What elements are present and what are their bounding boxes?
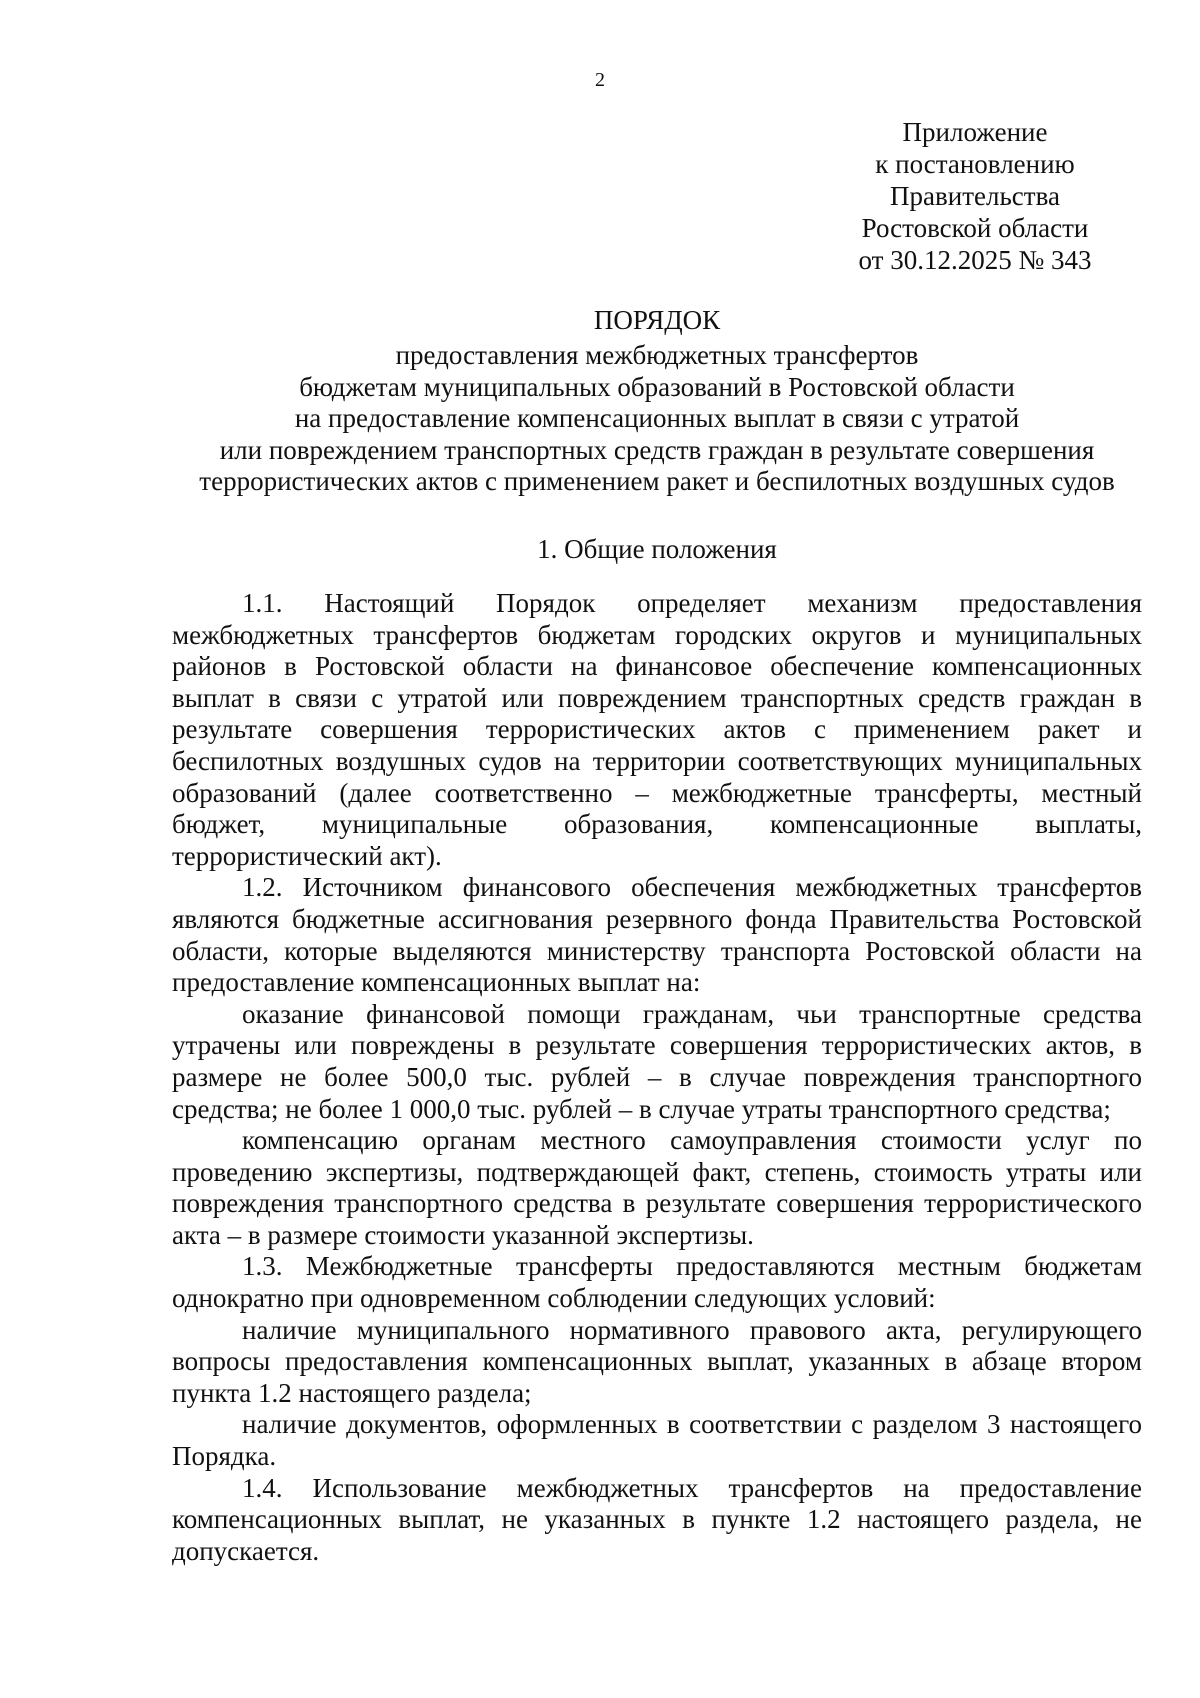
document-subtitle-line: предоставления межбюджетных трансфертов: [395, 340, 919, 370]
appendix-date-number: от 30.12.2025 № 343: [858, 245, 1092, 275]
appendix-line: к постановлению: [875, 149, 1075, 179]
document-subtitle-line: бюджетам муниципальных образований в Ростовской области: [299, 371, 1015, 402]
paragraph-1-4: 1.4. Использование межбюджетных трансфертов на предоставление компенсационных выплат, не указанных в пункте 1.2 настоящего раздела, не допускается.: [172, 1472, 1142, 1566]
section-body: [172, 588, 1142, 1567]
paragraph-1-3-item-2: наличие документов, оформленных в соответствии с разделом 3 настоящего Порядка.: [172, 1409, 1142, 1472]
document-title: ПОРЯДОК: [593, 305, 721, 335]
paragraph-1-1: 1.1. Настоящий Порядок определяет механизм предоставления межбюджетных трансфертов бюджетам городских округов и муниципальных районов в Ростовской области на финансовое обеспечение компенсационных выплат в связи с утратой или повреждением транспортных средств граждан в результате совершения террористических актов с применением ракет и беспилотных воздушных судов на территории соответствующих муниципальных образований (далее соответственно – межбюджетные трансферты, местный бюджет, муниципальные образования, компенсационные выплаты, террористический акт).: [172, 588, 1142, 871]
document-subtitle-line: террористических актов с применением ракет и беспилотных воздушных судов: [199, 466, 1115, 496]
appendix-line: Приложение: [902, 117, 1048, 147]
document-subtitle-line: на предоставление компенсационных выплат в связи с утратой: [294, 403, 1020, 433]
document-title-block: [172, 304, 1142, 498]
paragraph-1-2-item-2: компенсацию органам местного самоуправления стоимости услуг по проведению экспертизы, подтверждающей факт, степень, стоимость утраты или повреждения транспортного средства в результате совершения террористического акта – в размере стоимости указанной экспертизы.: [172, 1125, 1142, 1250]
paragraph-1-3: 1.3. Межбюджетные трансферты предоставляются местным бюджетам однократно при одновременном соблюдении следующих условий:: [172, 1251, 1142, 1314]
page-number: 2: [595, 69, 605, 91]
section-heading: 1. Общие положения: [537, 534, 777, 564]
appendix-block: [820, 116, 1130, 276]
paragraph-1-2-item-1: оказание финансовой помощи гражданам, чьи транспортные средства утрачены или повреждены в результате совершения террористических актов, в размере не более 500,0 тыс. рублей – в случае повреждения транспортного средства; не более 1 000,0 тыс. рублей – в случае утраты транспортного средства;: [172, 998, 1142, 1124]
document-subtitle-line: или повреждением транспортных средств граждан в результате совершения: [219, 434, 1095, 465]
appendix-line: Ростовской области: [861, 213, 1089, 243]
paragraph-1-3-item-1: наличие муниципального нормативного правового акта, регулирующего вопросы предоставления компенсационных выплат, указанных в абзаце втором пункта 1.2 настоящего раздела;: [172, 1314, 1142, 1408]
appendix-line: Правительства: [890, 181, 1060, 211]
paragraph-1-2: 1.2. Источником финансового обеспечения межбюджетных трансфертов являются бюджетные ассигнования резервного фонда Правительства Ростовской области, которые выделяются министерству транспорта Ростовской области на предоставление компенсационных выплат на:: [172, 872, 1142, 998]
